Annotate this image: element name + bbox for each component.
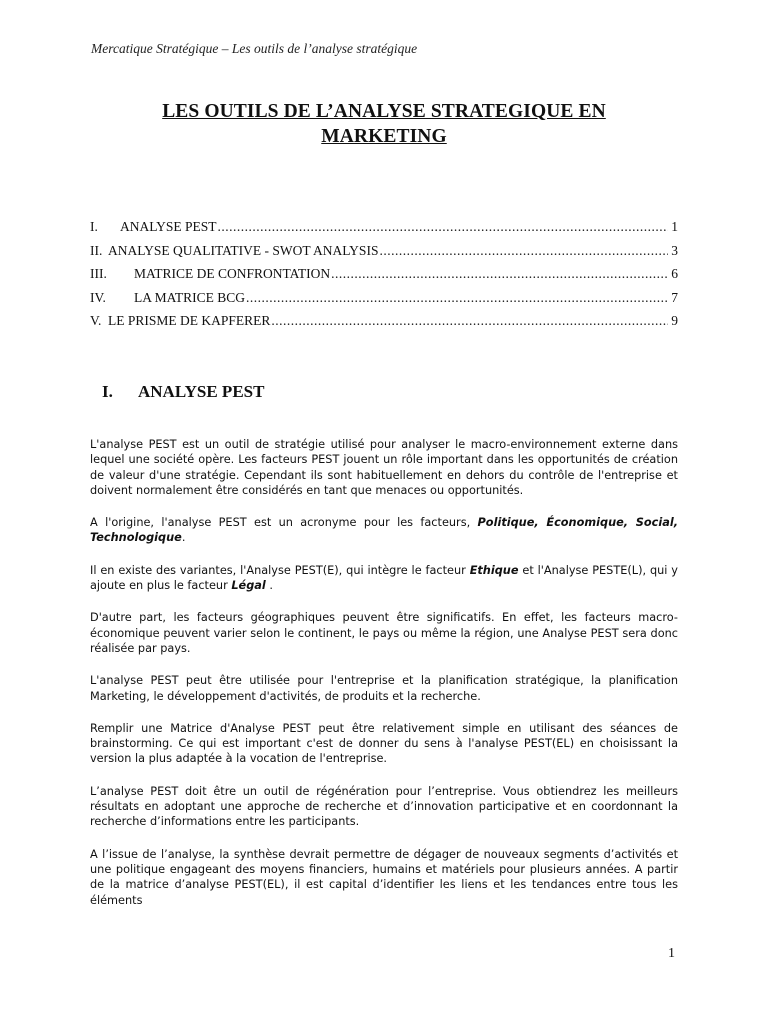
page-number: 1 — [668, 946, 675, 961]
paragraph: L’analyse PEST doit être un outil de régénération pour l’entreprise. Vous obtiendrez les meilleurs résultats en adoptant une approche de recherche et d’innovation participative et en coordonnant la recherche d’informations entre les participants. — [90, 784, 678, 829]
running-header: Mercatique Stratégique – Les outils de l’analyse stratégique — [91, 41, 418, 56]
paragraph — [90, 563, 678, 594]
paragraph-emphasis: Légal — [231, 579, 266, 593]
toc-dot-leader — [331, 266, 668, 282]
section-heading — [102, 382, 264, 402]
table-of-contents — [90, 219, 678, 337]
section-number: I. — [102, 382, 113, 401]
paragraph: Remplir une Matrice d'Analyse PEST peut être relativement simple en utilisant des séances de brainstorming. Ce qui est important c'est de donner du sens à l'analyse PEST(EL) en choisissant la version la plus adaptée à la vocation de l'entreprise. — [90, 721, 678, 766]
toc-entry-page: 1 — [671, 219, 678, 234]
toc-entry-page: 9 — [671, 313, 678, 328]
toc-entry-page: 3 — [671, 242, 678, 258]
paragraph-text: A l'origine, l'analyse PEST est un acronyme pour les facteurs, — [90, 516, 478, 530]
paragraph: L'analyse PEST est un outil de stratégie utilisé pour analyser le macro-environnement externe dans lequel une société opère. Les facteurs PEST jouent un rôle important dans les opportunités de création de valeur d'une stratégie. Cependant ils sont habituellement en dehors du contrôle de l'entreprise et doivent normalement être considérés en tant que menaces ou opportunités. — [90, 438, 678, 497]
paragraph-text: Il en existe des variantes, l'Analyse PEST(E), qui intègre le facteur — [90, 563, 470, 577]
toc-dot-leader — [271, 313, 668, 329]
section-title: ANALYSE PEST — [138, 382, 265, 401]
toc-dot-leader — [246, 290, 668, 306]
toc-entry-1[interactable] — [90, 219, 678, 243]
toc-entry-number: III. — [90, 266, 107, 281]
body-text — [90, 437, 678, 925]
paragraph: L'analyse PEST peut être utilisée pour l'entreprise et la planification stratégique, la planification Marketing, le développement d'activités, de produits et la recherche. — [90, 674, 678, 703]
toc-entry-page: 7 — [671, 289, 678, 305]
toc-entry-number: II. — [90, 242, 103, 258]
document-title — [90, 99, 678, 149]
toc-entry-number: V. — [90, 313, 102, 328]
toc-entry-label: ANALYSE QUALITATIVE - SWOT ANALYSIS — [108, 242, 379, 258]
toc-entry-label: ANALYSE PEST — [120, 219, 217, 234]
toc-entry-label: LA MATRICE BCG — [134, 289, 246, 305]
toc-entry-number: IV. — [90, 289, 106, 305]
toc-entry-page: 6 — [671, 266, 678, 281]
toc-entry-label: MATRICE DE CONFRONTATION — [134, 266, 331, 281]
toc-dot-leader — [218, 219, 669, 235]
toc-entry-3[interactable] — [90, 266, 678, 290]
paragraph — [90, 515, 678, 546]
title-line-1: LES OUTILS DE L’ANALYSE STRATEGIQUE EN — [162, 101, 606, 122]
paragraph-emphasis: Politique, Économique, Social, Technologique — [90, 516, 679, 545]
toc-dot-leader — [379, 243, 668, 259]
toc-entry-5[interactable] — [90, 313, 678, 337]
toc-entry-2[interactable] — [90, 243, 678, 267]
paragraph-text: . — [265, 579, 273, 593]
toc-entry-4[interactable] — [90, 290, 678, 314]
toc-entry-label: LE PRISME DE KAPFERER — [108, 313, 271, 328]
paragraph-text: et l'Analyse PESTE(L), qui y ajoute en plus le facteur — [90, 563, 678, 593]
toc-entry-number: I. — [90, 219, 98, 234]
paragraph-emphasis: Ethique — [469, 563, 519, 577]
paragraph-text: . — [181, 531, 186, 545]
paragraph: A l’issue de l’analyse, la synthèse devrait permettre de dégager de nouveaux segments d’activités et une politique engageant des moyens financiers, humains et matériels pour plusieurs années. A partir de la matrice d’analyse PEST(EL), il est capital d’identifier les liens et les tendances entre tous les éléments — [90, 847, 678, 907]
title-line-2: MARKETING — [321, 126, 447, 147]
paragraph: D'autre part, les facteurs géographiques peuvent être significatifs. En effet, les facteurs macro-économique peuvent varier selon le continent, le pays ou même la région, une Analyse PEST sera donc réalisée par pays. — [90, 611, 678, 655]
